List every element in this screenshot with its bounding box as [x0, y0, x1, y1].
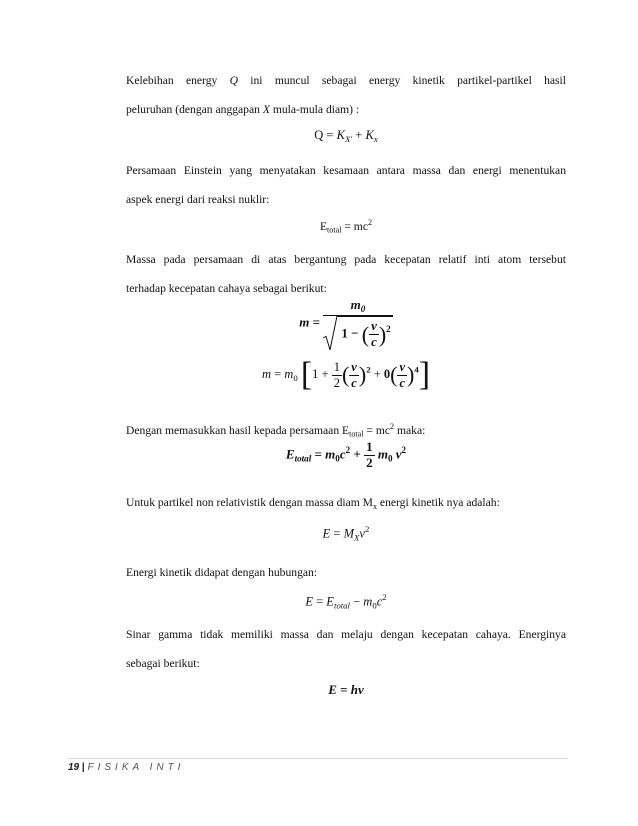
eq3-one: 1 — [341, 325, 348, 341]
eq5-m-sub-2: 0 — [387, 453, 393, 464]
eq8-equals: = — [336, 682, 351, 697]
eq3-v-over-c — [369, 319, 379, 350]
eq3-fraction — [323, 298, 392, 350]
eq4-m-sub: 0 — [293, 372, 298, 383]
eq3-m: m — [350, 297, 361, 312]
variable-x: X — [262, 103, 270, 116]
eq2-rhs: = mc — [341, 219, 368, 233]
eq1-k1: K — [336, 128, 345, 142]
eq6-m-sub: X — [354, 532, 360, 543]
eq7-minus: − — [349, 594, 364, 609]
text: Untuk partikel non relativistik dengan massa diam M — [126, 496, 373, 509]
text: Dengan memasukkan hasil kepada persamaan E — [126, 423, 350, 437]
equation-e-total-expanded — [126, 440, 566, 471]
eq3-minus: − — [347, 325, 362, 341]
paragraph-5 — [126, 488, 566, 521]
eq5-equals: = — [311, 446, 326, 462]
eq4-v-over-c-2 — [397, 360, 407, 390]
eq8-v: v — [358, 682, 364, 697]
eq5-v: v — [395, 446, 402, 462]
eq5-plus: + — [350, 446, 365, 462]
text: Kelebihan energy — [126, 74, 230, 87]
eq3-sqrt-inner — [337, 316, 392, 350]
eq1-plus: + — [352, 128, 366, 142]
eq5-m: m — [325, 446, 336, 462]
eq3-paren-close: ) — [378, 321, 387, 347]
text: ini muncul sebagai energy kinetik partikel-partikel hasil — [237, 74, 566, 87]
eq5-lhs-sub: total — [294, 453, 312, 464]
text: maka: — [394, 423, 426, 437]
eq4-bracket-close: ] — [418, 356, 431, 393]
eq4-c-2: c — [399, 375, 406, 390]
eq4-paren-open-2: ( — [390, 362, 398, 387]
eq2-sup: 2 — [367, 218, 373, 227]
equation-photon-energy — [126, 682, 566, 698]
eq7-m-sub: 0 — [372, 600, 377, 611]
eq6-lhs: E — [322, 526, 331, 541]
eq7-e-sub: total — [333, 600, 350, 611]
paragraph-1-line-2 — [126, 95, 566, 124]
eq3-numerator — [323, 298, 392, 316]
eq3-lhs: m — [299, 314, 310, 330]
equation-kinetic-relation — [126, 592, 566, 610]
eq4-plus-1: + — [318, 366, 332, 381]
eq6-m: M — [343, 526, 355, 541]
paragraph-7-line-1: Sinar gamma tidak memiliki massa dan melaju dengan kecepatan cahaya. Energinya — [126, 628, 566, 641]
eq8-h: h — [350, 682, 359, 697]
eq4-v-over-c-1 — [349, 360, 359, 390]
equation-mass-expansion — [126, 356, 566, 394]
eq4-paren-close-1: ) — [358, 362, 367, 387]
eq7-c: c — [376, 594, 383, 609]
eq4-equals: = — [270, 366, 285, 381]
eq3-m-sub: 0 — [360, 304, 366, 315]
equation-e-total — [126, 218, 566, 235]
eq4-paren-open-1: ( — [341, 362, 350, 387]
paragraph-3-line-2: terhadap kecepatan cahaya sebagai berikut: — [126, 282, 327, 295]
eq8-lhs: E — [328, 682, 337, 697]
eq4-v-2: v — [399, 360, 406, 375]
eq3-sqrt — [323, 316, 392, 350]
eq5-m-2: m — [377, 446, 388, 462]
eq7-lhs: E — [305, 594, 313, 609]
eq3-paren-open: ( — [361, 321, 370, 347]
equation-q-sum — [126, 128, 566, 144]
equation-relativistic-mass — [126, 298, 566, 350]
text: = mc — [363, 423, 391, 437]
paragraph-6: Energi kinetik didapat dengan hubungan: — [126, 566, 318, 579]
eq5-m-sub: 0 — [335, 453, 340, 464]
text: mula-mula diam) : — [269, 103, 360, 116]
eq4-plus-2: + — [370, 366, 384, 381]
paragraph-2-line-1: Persamaan Einstein yang menyatakan kesamaan antara massa dan energi menentukan — [126, 164, 566, 177]
eq3-exp: 2 — [386, 323, 391, 334]
eq7-e: E — [326, 594, 334, 609]
eq4-exp-1: 2 — [366, 364, 371, 375]
eq1-equals: = — [323, 128, 337, 142]
radical-sign-icon — [323, 316, 337, 350]
eq1-k2-sub: x — [373, 134, 378, 145]
eq6-v: v — [359, 526, 365, 541]
eq4-v-1: v — [351, 360, 357, 375]
equation-kinetic-classical — [126, 524, 566, 542]
text: energi kinetik nya adalah: — [377, 496, 500, 509]
text-sub: total — [349, 429, 364, 439]
text: peluruhan (dengan anggapan — [126, 103, 263, 116]
eq4-lhs: m — [261, 366, 271, 381]
footer-title: FISIKA INTI — [87, 762, 185, 773]
paragraph-2-line-2: aspek energi dari reaksi nuklir: — [126, 193, 270, 206]
page-number: 19 — [68, 762, 80, 773]
eq3-denominator — [323, 316, 392, 350]
eq3-equals: = — [309, 314, 324, 330]
eq1-lhs: Q — [314, 128, 324, 142]
eq4-half-den: 2 — [333, 375, 340, 390]
eq4-half — [332, 360, 342, 390]
eq4-c-1: c — [351, 375, 357, 390]
eq6-equals: = — [330, 526, 344, 541]
eq2-lhs-sub: total — [327, 225, 342, 235]
eq4-zero: 0 — [383, 366, 391, 381]
eq7-exp: 2 — [382, 592, 387, 602]
eq4-m: m — [284, 366, 294, 381]
eq5-half-den: 2 — [366, 454, 373, 470]
eq5-v-exp: 2 — [401, 444, 407, 455]
text-sub: x — [372, 501, 378, 511]
eq5-c: c — [339, 446, 346, 462]
paragraph-7-line-2: sebagai berikut: — [126, 657, 200, 670]
text-sup: 2 — [390, 422, 395, 431]
eq7-m: m — [363, 594, 373, 609]
footer-rule — [68, 758, 568, 759]
footer-separator: | — [79, 762, 88, 773]
eq4-bracket-open: [ — [300, 356, 313, 393]
eq4-half-num: 1 — [333, 360, 340, 375]
eq4-one: 1 — [312, 366, 319, 381]
eq5-lhs: E — [285, 446, 295, 462]
eq7-equals: = — [312, 594, 327, 609]
eq5-exp: 2 — [345, 444, 351, 455]
eq1-k2: K — [365, 128, 374, 142]
paragraph-3-line-1: Massa pada persamaan di atas bergantung pada kecepatan relatif inti atom tersebut — [126, 253, 566, 266]
eq5-half-num: 1 — [366, 439, 373, 454]
eq4-paren-close-2: ) — [407, 362, 415, 387]
paragraph-1-line-1 — [126, 66, 566, 95]
page-footer — [68, 762, 184, 773]
eq3-c: c — [371, 333, 377, 349]
eq4-exp-2: 4 — [414, 364, 419, 375]
eq1-k1-sub: X' — [344, 134, 353, 145]
eq3-v: v — [371, 317, 377, 333]
variable-q: Q — [229, 74, 238, 87]
eq6-exp: 2 — [364, 524, 370, 534]
eq5-half — [364, 440, 375, 471]
eq2-lhs: E — [319, 219, 328, 233]
